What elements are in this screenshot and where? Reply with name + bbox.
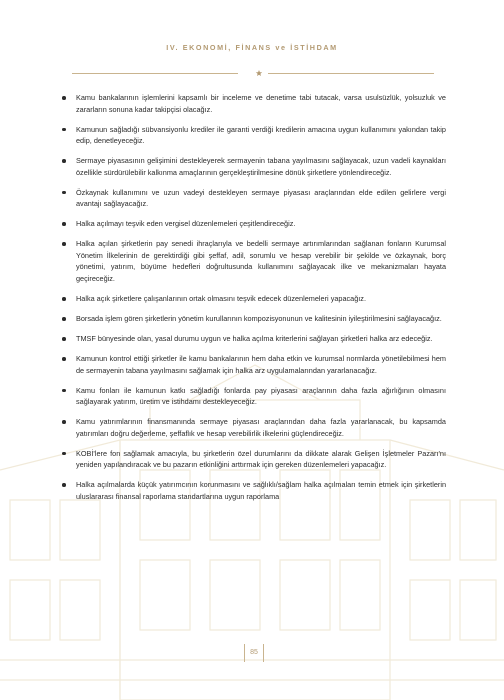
list-item-text: Kamunun sağladığı sübvansiyonlu krediler ile garanti verdiği kredilerin amacına uygun kullanımını yakından takip edip, denetleyeceğiz. xyxy=(76,124,446,146)
list-item xyxy=(62,333,446,345)
bullet-list xyxy=(62,92,446,511)
list-item-text: Halka açılan şirketlerin pay senedi ihraçlarıyla ve bedelli sermaye artırımlarından sağlanan fonların Kurumsal Yönetim İlkelerinin de gerektirdiği gibi şeffaf, adil, sorumlu ve hesap verebilir bir şekilde ve özkaynak, borç yönetimi, yatırım, büyüme hedefleri doğrultusunda kullanımını sağlayacak ilke ve mekanizmaları hayata geçireceğiz. xyxy=(76,239,446,284)
list-item-text: Özkaynak kullanımını ve uzun vadeyi destekleyen sermaye piyasası araçlarından elde edilen gelirlere vergi avantajı sağlayacağız. xyxy=(76,187,446,209)
list-item xyxy=(62,92,446,115)
header-rule-left xyxy=(72,73,238,74)
list-item xyxy=(62,479,446,502)
bullet-icon xyxy=(62,96,66,100)
bullet-icon xyxy=(62,337,66,341)
bullet-icon xyxy=(62,452,66,456)
bullet-icon xyxy=(62,297,66,301)
bullet-icon xyxy=(62,389,66,393)
list-item xyxy=(62,124,446,147)
list-item xyxy=(62,218,446,230)
header-rule-right xyxy=(268,73,434,74)
bullet-icon xyxy=(62,420,66,424)
list-item-text: TMSF bünyesinde olan, yasal durumu uygun ve halka açılma kriterlerini sağlayan şirketleri halka arz edeceğiz. xyxy=(76,334,433,344)
bullet-icon xyxy=(62,483,66,487)
page-header xyxy=(0,43,504,52)
crescent-star-icon xyxy=(240,63,266,83)
bullet-icon xyxy=(62,242,66,246)
bullet-icon xyxy=(62,317,66,321)
list-item-text: Halka açılmalarda küçük yatırımcının korunmasını ve sağlıklı/sağlam halka açılmaları temin etmek için şirketlerin uluslararası finansal raporlama standartlarına uygun raporlama xyxy=(76,480,446,501)
list-item xyxy=(62,385,446,408)
list-item-text: Borsada işlem gören şirketlerin yönetim kurullarının kompozisyonunun ve kalitesinin iyileştirilmesini sağlayacağız. xyxy=(76,314,442,324)
list-item xyxy=(62,353,446,376)
list-item xyxy=(62,155,446,178)
list-item-text: Kamu yatırımlarının finansmanında sermaye piyasası araçlarından daha fazla yararlanacak, bu kapsamda yatırımları doğru değerleme, şeffaflık ve hesap verebilirlik ilkelerini güçlendireceğiz. xyxy=(76,417,446,438)
list-item-text: Kamu fonları ile kamunun katkı sağladığı fonlarda pay piyasası araçlarının daha fazla ağırlığının olmasını sağlayarak yatırım, üretim ve istihdamı destekleyeceğiz. xyxy=(76,385,446,407)
section-title: IV. EKONOMİ, FİNANS ve İSTİHDAM xyxy=(166,43,338,52)
list-item xyxy=(62,448,446,471)
list-item-text: Halka açık şirketlere çalışanlarının ortak olmasını teşvik edecek düzenlemeleri yapacağız. xyxy=(76,294,366,304)
bullet-icon xyxy=(62,222,66,226)
page-number: 85 xyxy=(244,644,264,662)
list-item xyxy=(62,416,446,439)
list-item-text: KOBİ'lere fon sağlamak amacıyla, bu şirketlerin özel durumlarını da dikkate alarak Gelişen İşletmeler Pazarı'nı yeniden yapılandıracak ve bu pazarın etkinliğini arttırmak için gereken düzenlemeleri yapacağız. xyxy=(76,448,446,470)
bullet-icon xyxy=(62,357,66,361)
list-item-text: Kamunun kontrol ettiği şirketler ile kamu bankalarının hem daha etkin ve kurumsal normlarda yönetilebilmesi hem de sermayenin tabana yayılmasını sağlamak için halka arz uygulamalarından yararlanacağız. xyxy=(76,354,446,375)
list-item-text: Kamu bankalarının işlemlerini kapsamlı bir inceleme ve denetime tabi tutacak, varsa usulsüzlük, yolsuzluk ve zararların sonuna kadar takipçisi olacağız. xyxy=(76,93,446,114)
bullet-icon xyxy=(62,128,66,132)
list-item-text: Sermaye piyasasının gelişimini destekleyerek sermayenin tabana yayılmasını sağlayacak, uzun vadeli kaynakları özellikle sürdürülebilir kalkınma amaçlarının gerçekleştirilmesine dönük şirketlere yönlendireceğiz. xyxy=(76,156,446,177)
list-item-text: Halka açılmayı teşvik eden vergisel düzenlemeleri çeşitlendireceğiz. xyxy=(76,219,296,229)
list-item xyxy=(62,293,446,305)
bullet-icon xyxy=(62,191,66,195)
list-item xyxy=(62,313,446,325)
list-item xyxy=(62,187,446,210)
bullet-icon xyxy=(62,159,66,163)
list-item xyxy=(62,238,446,284)
